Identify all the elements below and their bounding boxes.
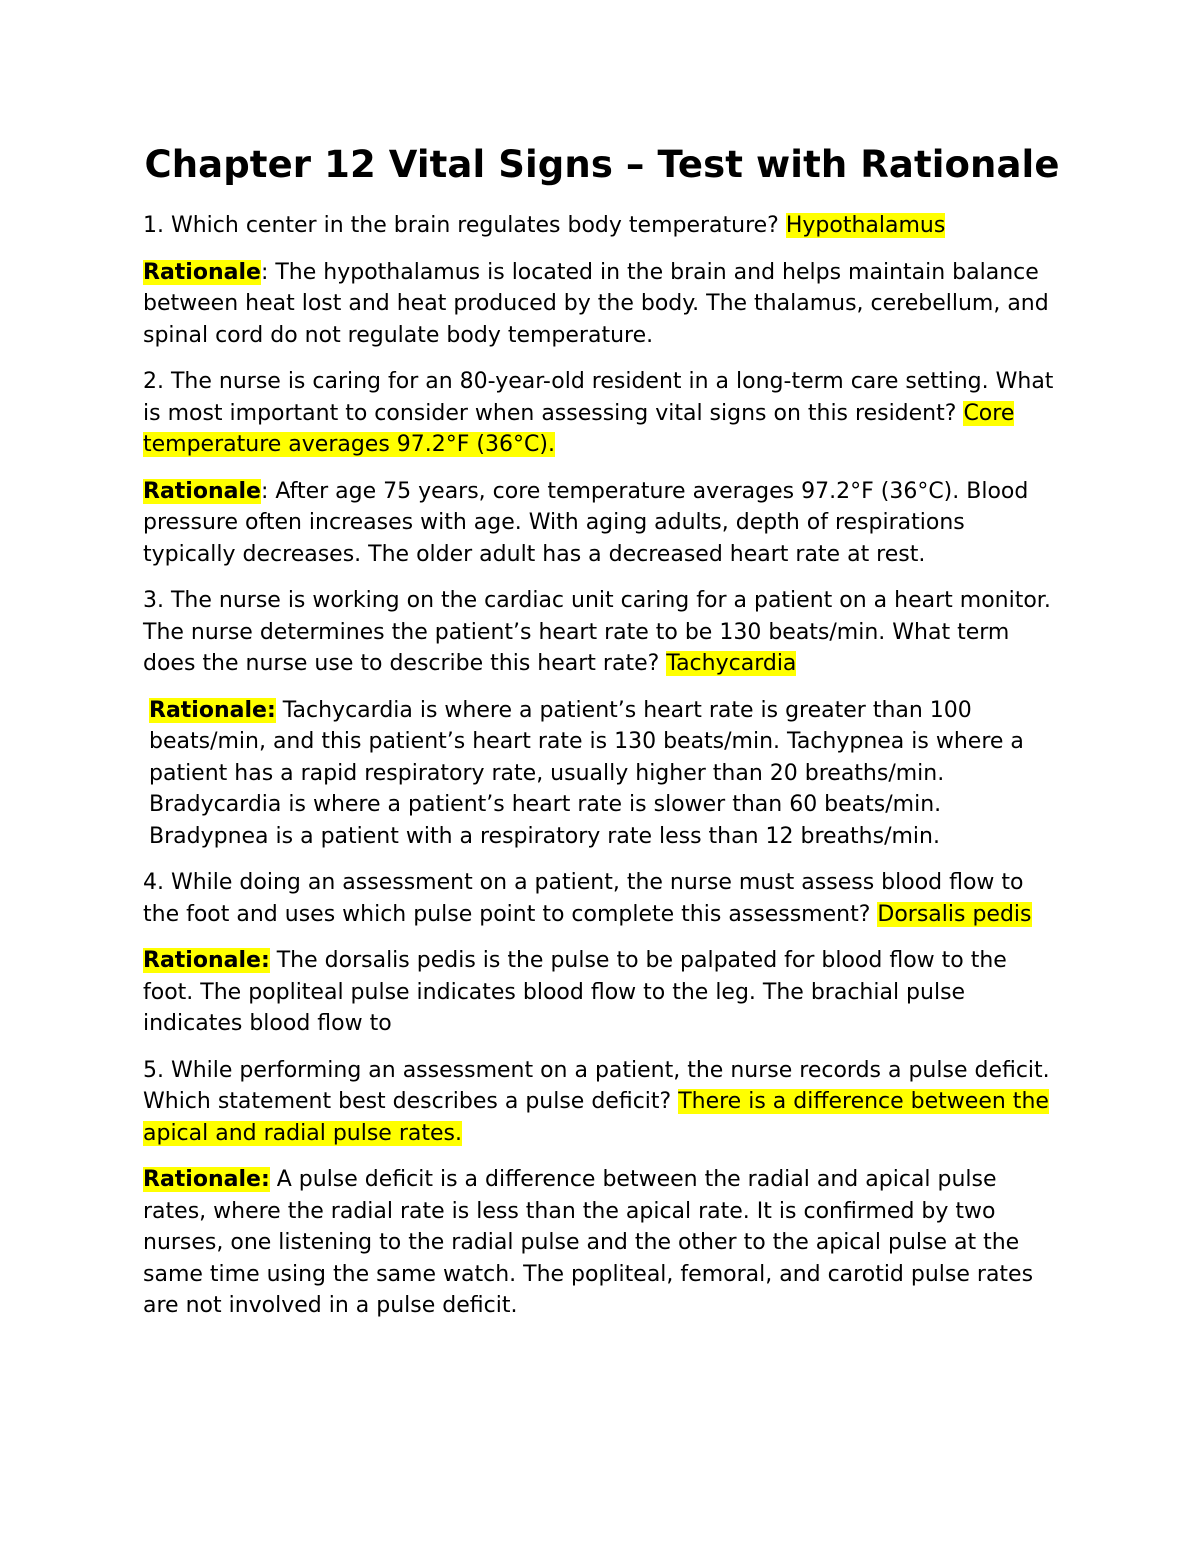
question-2-text: 2. The nurse is caring for an 80-year-old resident in a long-term care setting. What is most important to consider when assessing vital signs on this resident?: [143, 369, 1054, 426]
rationale-3-colon: :: [266, 697, 276, 723]
rationale-1-text: The hypothalamus is located in the brain and helps maintain balance between heat lost and heat produced by the body. The thalamus, cerebellum, and spinal cord do not regulate body temperature.: [143, 259, 1049, 348]
question-5: [143, 1055, 1061, 1150]
question-3-text: 3. The nurse is working on the cardiac unit caring for a patient on a heart monitor. The nurse determines the patient’s heart rate to be 130 beats/min. What term does the nurse use to describe this heart rate?: [143, 588, 1051, 676]
rationale-3-label-text: Rationale: [149, 697, 267, 723]
rationale-2: [143, 476, 1061, 571]
answer-2: Core temperature averages 97.2°F (36°C).: [143, 400, 1015, 457]
rationale-1: [143, 257, 1061, 352]
rationale-1-label: Rationale: [143, 259, 261, 285]
rationale-3-text: Tachycardia is where a patient’s heart rate is greater than 100 beats/min, and this patient’s heart rate is 130 beats/min. Tachypnea is where a patient has a rapid respiratory rate, usually higher than 20 breaths/min. Bradycardia is where a patient’s heart rate is slower than 60 beats/min. Bradypnea is a patient with a respiratory rate less than 12 breaths/min.: [149, 697, 1024, 849]
rationale-2-text: After age 75 years, core temperature averages 97.2°F (36°C). Blood pressure often increases with age. With aging adults, depth of respirations typically decreases. The older adult has a decreased heart rate at rest.: [143, 478, 1029, 567]
rationale-3: [143, 695, 1061, 853]
answer-3: Tachycardia: [666, 651, 797, 676]
rationale-1-colon: :: [260, 259, 269, 285]
rationale-5-text: A pulse deficit is a difference between the radial and apical pulse rates, where the radial rate is less than the apical rate. It is confirmed by two nurses, one listening to the radial pulse and the other to the apical pulse at the same time using the same watch. The popliteal, femoral, and carotid pulse rates are not involved in a pulse deficit.: [143, 1167, 1034, 1318]
rationale-2-label: Rationale: [143, 478, 261, 504]
question-4-text: 4. While doing an assessment on a patient, the nurse must assess blood flow to the foot and uses which pulse point to complete this assessment?: [143, 870, 1024, 927]
rationale-4-text: The dorsalis pedis is the pulse to be palpated for blood flow to the foot. The popliteal pulse indicates blood flow to the leg. The brachial pulse indicates blood flow to: [143, 948, 1007, 1036]
rationale-2-colon: :: [260, 478, 269, 504]
answer-5: There is a difference between the apical and radial pulse rates.: [143, 1089, 1049, 1146]
question-2: [143, 366, 1061, 461]
question-5-text: 5. While performing an assessment on a patient, the nurse records a pulse deficit. Which statement best describes a pulse deficit?: [143, 1057, 1050, 1114]
question-1: [143, 210, 1061, 242]
rationale-5-colon: :: [260, 1167, 270, 1192]
rationale-5-label-text: Rationale: [143, 1167, 261, 1192]
rationale-5: [143, 1164, 1061, 1322]
answer-1: Hypothalamus: [785, 213, 946, 238]
question-3: [143, 585, 1061, 680]
rationale-4: [143, 945, 1061, 1040]
rationale-4-label: [143, 948, 270, 973]
answer-4: Dorsalis pedis: [877, 901, 1032, 927]
question-1-text: 1. Which center in the brain regulates body temperature?: [143, 213, 786, 238]
rationale-4-colon: :: [260, 948, 270, 973]
rationale-4-label-text: Rationale: [143, 948, 261, 973]
rationale-3-label: [149, 698, 276, 723]
page-title: Chapter 12 Vital Signs – Test with Rationale: [144, 143, 1060, 186]
document-page: [143, 138, 1061, 1337]
question-4: [143, 867, 1061, 930]
rationale-5-label: [143, 1167, 270, 1192]
